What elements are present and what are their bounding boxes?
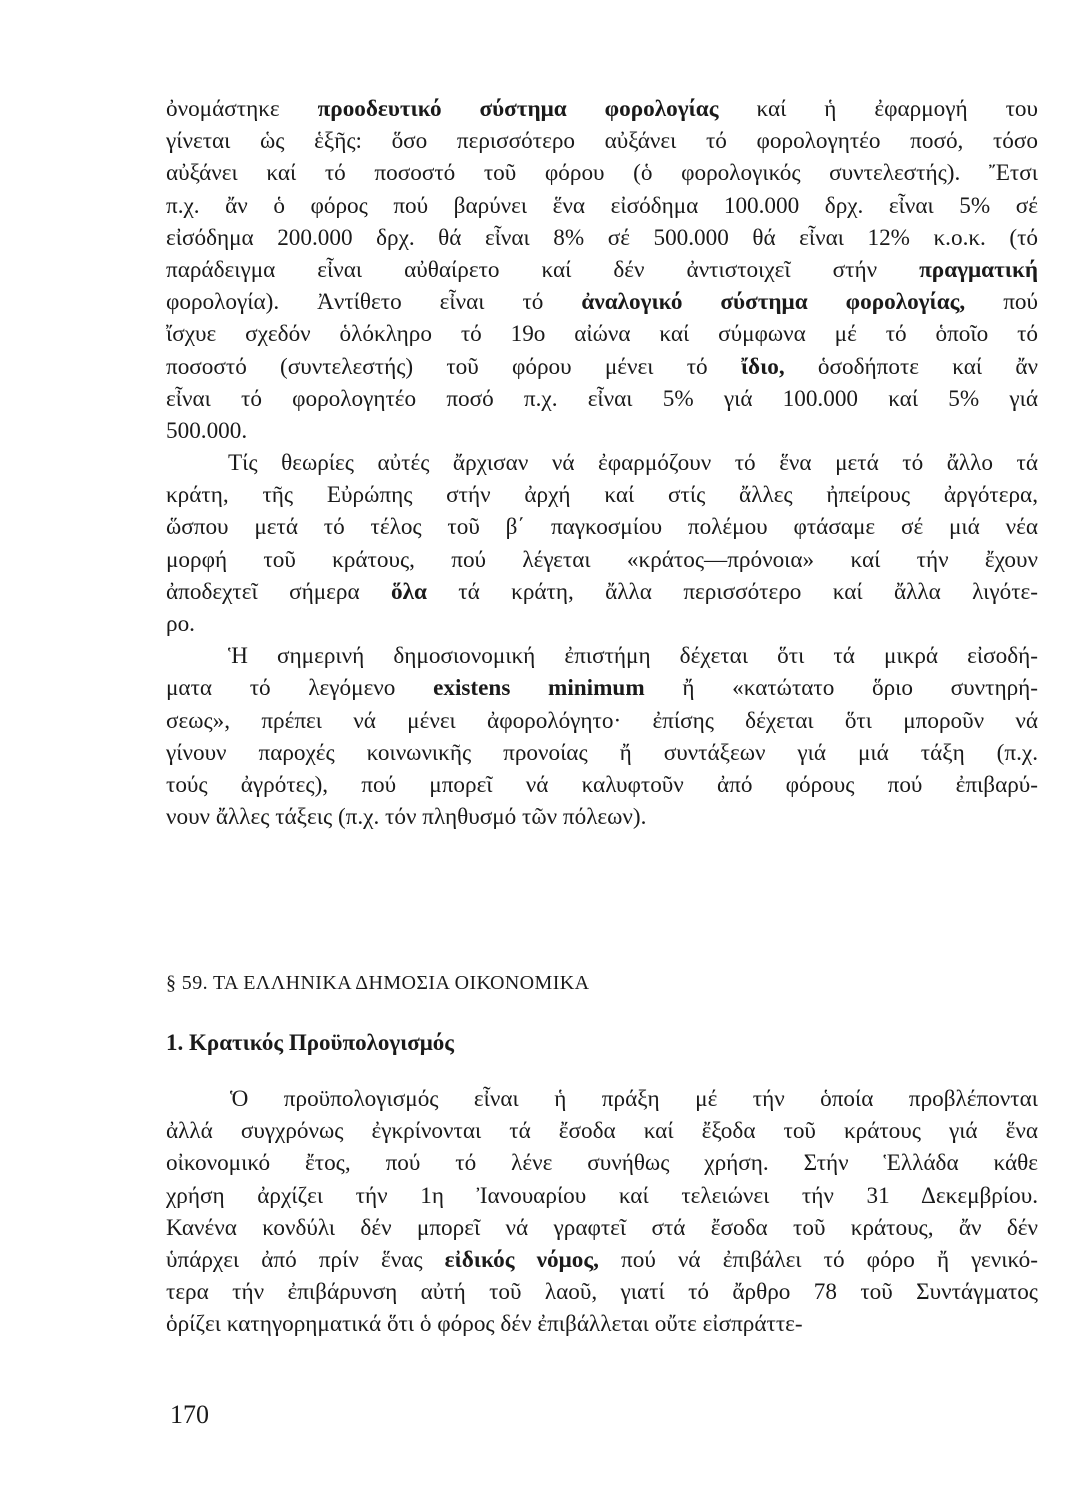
text-run: Ἡ σημερινή δημοσιονομική ἐπιστήμη δέχεται ὅτι τά μικρά εἰσοδή- xyxy=(228,643,1038,670)
text-line xyxy=(166,737,1038,769)
bold-term: πραγματική xyxy=(919,256,1038,283)
text-line xyxy=(166,1308,1038,1340)
text-run: ἀλλά συγχρόνως ἐγκρίνονται τά ἔσοδα καί ἔξοδα τοῦ κράτους γιά ἕνα xyxy=(166,1118,1038,1145)
text-run: ματα τό λεγόμενο xyxy=(166,675,434,702)
text-run: εἰσόδημα 200.000 δρχ. θά εἶναι 8% σέ 500.000 θά εἶναι 12% κ.ο.κ. (τό xyxy=(166,224,1038,251)
text-line xyxy=(166,1115,1038,1147)
text-line xyxy=(166,222,1038,254)
text-run: ὀνομάστηκε xyxy=(166,96,318,122)
text-run: τερα τήν ἐπιβάρυνση αὐτή τοῦ λαοῦ, γιατί τό ἄρθρο 78 τοῦ Συντάγματος xyxy=(166,1279,1038,1306)
text-run: χρήση ἀρχίζει τήν 1η Ἰανουαρίου καί τελειώνει τήν 31 Δεκεμβρίου. xyxy=(166,1182,1038,1209)
text-line xyxy=(166,254,1038,286)
text-run: πού xyxy=(965,289,1039,316)
text-run: ἤ «κατώτατο ὅριο συντηρή- xyxy=(644,675,1038,702)
text-line xyxy=(166,1180,1038,1212)
bold-term: ἴδιο, xyxy=(740,353,785,380)
section-heading: § 59. ΤΑ ΕΛΛΗΝΙΚΑ ΔΗΜΟΣΙΑ ΟΙΚΟΝΟΜΙΚΑ xyxy=(166,972,590,994)
text-run: Ὁ προϋπολογισμός εἶναι ἡ πράξη μέ τήν ὁποία προβλέπονται xyxy=(230,1086,1038,1112)
text-line xyxy=(166,479,1038,511)
text-run: ὁρίζει κατηγορηματικά ὅτι ὁ φόρος δέν ἐπιβάλλεται οὔτε εἰσπράττε- xyxy=(166,1311,803,1338)
paragraph-existence-minimum xyxy=(166,640,1038,833)
text-run: πού νά ἐπιβάλει τό φόρο ἤ γενικό- xyxy=(598,1246,1038,1273)
text-line xyxy=(166,511,1038,543)
body-text-lower xyxy=(166,1083,1038,1341)
text-run: τά κράτη, ἄλλα περισσότερο καί ἄλλα λιγότε- xyxy=(426,578,1038,605)
text-line xyxy=(166,1276,1038,1308)
paragraph-welfare-state xyxy=(166,447,1038,640)
text-line xyxy=(166,190,1038,222)
text-line xyxy=(166,125,1038,157)
text-run: γίνουν παροχές κοινωνικῆς προνοίας ἤ συντάξεων γιά μιά τάξη (π.χ. xyxy=(166,739,1038,766)
text-run: νουν ἄλλες τάξεις (π.χ. τόν πληθυσμό τῶν πόλεων). xyxy=(166,804,647,831)
text-line xyxy=(166,705,1038,737)
subsection-heading: 1. Κρατικός Προϋπολογισμός xyxy=(166,1030,455,1055)
text-run: ὥσπου μετά τό τέλος τοῦ β΄ παγκοσμίου πολέμου φτάσαμε σέ μιά νέα xyxy=(166,514,1038,541)
text-line xyxy=(166,801,1038,833)
text-line xyxy=(166,1212,1038,1244)
text-run: Τίς θεωρίες αὐτές ἄρχισαν νά ἐφαρμόζουν τό ἕνα μετά τό ἄλλο τά xyxy=(228,450,1038,477)
text-run: οἰκονομικό ἔτος, πού τό λένε συνήθως χρήση. Στήν Ἑλλάδα κάθε xyxy=(166,1150,1038,1177)
text-run: σεως», πρέπει νά μένει ἀφορολόγητο· ἐπίσης δέχεται ὅτι μποροῦν νά xyxy=(166,707,1038,734)
text-run: ρο. xyxy=(166,611,195,637)
text-run: παράδειγμα εἶναι αὐθαίρετο καί δέν ἀντιστοιχεῖ στήν xyxy=(166,256,920,283)
text-run: ὑπάρχει ἀπό πρίν ἕνας xyxy=(166,1246,445,1273)
text-run: φορολογία). Ἀντίθετο εἶναι τό xyxy=(166,289,582,316)
text-run: κράτη, τῆς Εὐρώπης στήν ἀρχή καί στίς ἄλλες ἠπείρους ἀργότερα, xyxy=(166,482,1038,509)
text-run: ποσοστό (συντελεστής) τοῦ φόρου μένει τό xyxy=(166,353,741,380)
text-line xyxy=(166,415,1038,447)
text-run: Κανένα κονδύλι δέν μπορεῖ νά γραφτεῖ στά ἔσοδα τοῦ κράτους, ἄν δέν xyxy=(166,1214,1038,1241)
text-line xyxy=(166,351,1038,383)
text-line xyxy=(166,576,1038,608)
paragraph-state-budget xyxy=(166,1083,1038,1341)
text-run: ὁσοδήποτε καί ἄν xyxy=(784,353,1038,380)
bold-term: ὅλα xyxy=(390,578,427,605)
text-line xyxy=(166,1244,1038,1276)
text-line xyxy=(166,286,1038,318)
text-line xyxy=(166,608,1038,640)
text-run: π.χ. ἄν ὁ φόρος πού βαρύνει ἕνα εἰσόδημα 100.000 δρχ. εἶναι 5% σέ xyxy=(166,192,1038,219)
text-run: αὐξάνει καί τό ποσοστό τοῦ φόρου (ὁ φορολογικός συντελεστής). Ἔτσι xyxy=(166,160,1038,187)
text-run: μορφή τοῦ κράτους, πού λέγεται «κράτος—πρόνοια» καί τήν ἔχουν xyxy=(166,546,1038,573)
bold-term: προοδευτικό σύστημα φορολογίας xyxy=(317,96,719,122)
text-run: τούς ἀγρότες), πού μπορεῖ νά καλυφτοῦν ἀπό φόρους πού ἐπιβαρύ- xyxy=(166,771,1038,798)
text-run: καί ἡ ἐφαρμογή του xyxy=(718,96,1038,122)
text-line xyxy=(166,447,1038,479)
text-run: γίνεται ὡς ἑξῆς: ὅσο περισσότερο αὐξάνει τό φορολογητέο ποσό, τόσο xyxy=(166,128,1038,155)
text-line xyxy=(166,93,1038,125)
text-line xyxy=(166,1083,1038,1115)
text-line xyxy=(166,383,1038,415)
bold-term: ἀναλογικό σύστημα φορολογίας, xyxy=(581,289,966,316)
body-text-upper xyxy=(166,93,1038,833)
bold-term: existens minimum xyxy=(433,675,645,702)
text-run: ἴσχυε σχεδόν ὁλόκληρο τό 19ο αἰώνα καί σύμφωνα μέ τό ὁποῖο τό xyxy=(166,321,1038,348)
bold-term: εἰδικός νόμος, xyxy=(444,1246,599,1273)
text-line xyxy=(166,672,1038,704)
page-number: 170 xyxy=(170,1400,209,1429)
text-run: 500.000. xyxy=(166,417,248,444)
text-run: ἀποδεχτεῖ σήμερα xyxy=(166,578,391,605)
text-line xyxy=(166,318,1038,350)
text-line xyxy=(166,640,1038,672)
text-line xyxy=(166,769,1038,801)
text-line xyxy=(166,1147,1038,1179)
text-run: εἶναι τό φορολογητέο ποσό π.χ. εἶναι 5% γιά 100.000 καί 5% γιά xyxy=(166,385,1038,412)
text-line xyxy=(166,157,1038,189)
paragraph-progressive-tax xyxy=(166,93,1038,447)
text-line xyxy=(166,544,1038,576)
